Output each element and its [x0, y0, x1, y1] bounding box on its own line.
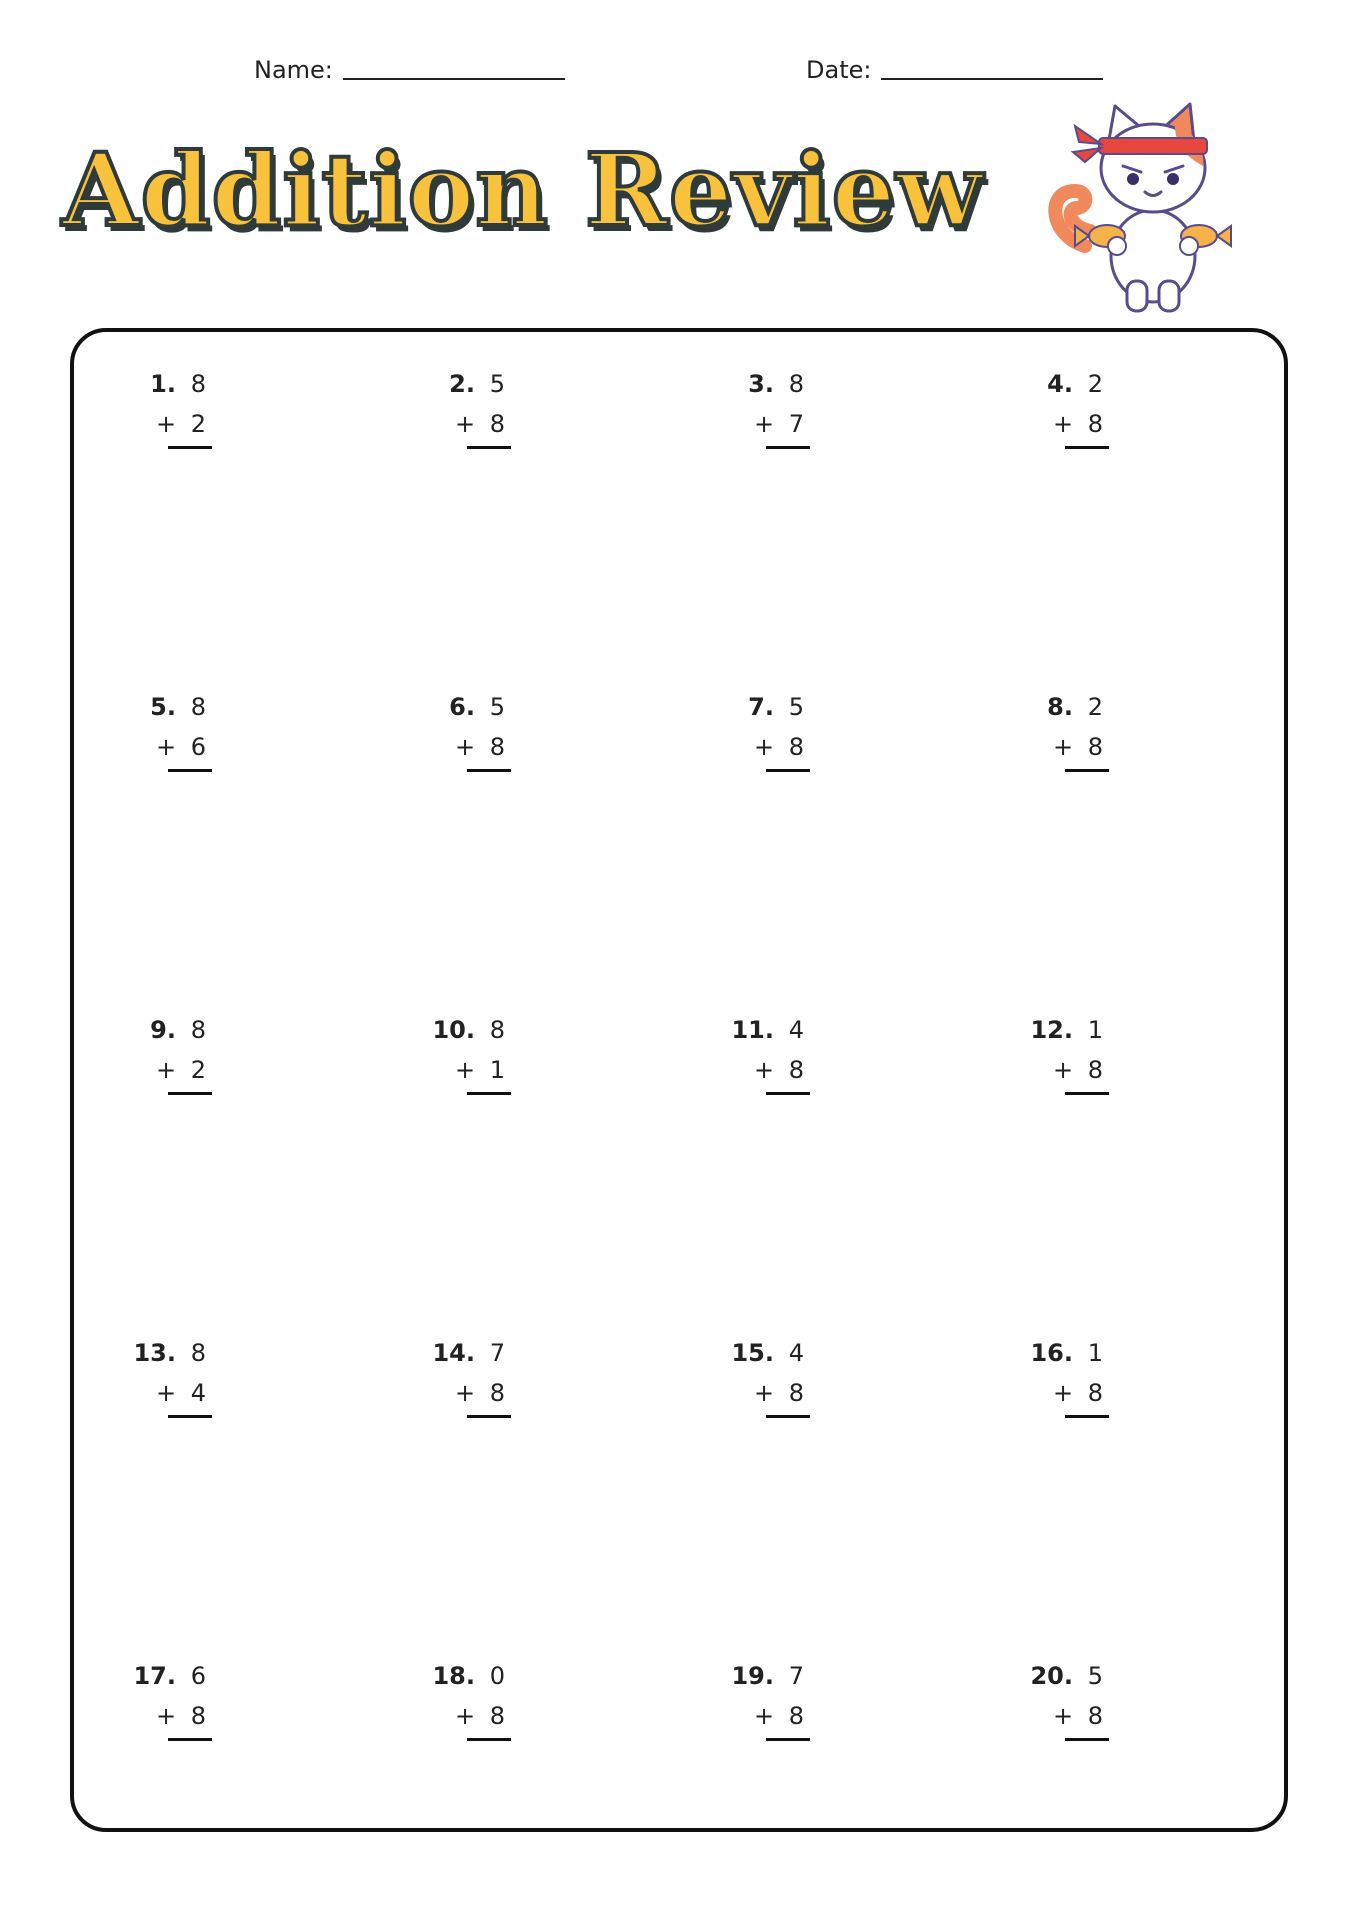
second-addend: 8 — [190, 1702, 206, 1730]
problem-number: 15. — [731, 1339, 774, 1367]
plus-sign: + — [754, 410, 775, 438]
second-addend: 8 — [788, 1379, 804, 1407]
first-addend: 5 — [788, 693, 804, 721]
second-addend: 8 — [489, 733, 505, 761]
plus-sign: + — [754, 1056, 775, 1084]
problem-number: 16. — [1030, 1339, 1073, 1367]
first-addend: 5 — [1087, 1662, 1103, 1690]
problem-number: 12. — [1030, 1016, 1073, 1044]
plus-sign: + — [156, 1702, 177, 1730]
answer-line[interactable] — [766, 446, 810, 449]
second-addend: 4 — [190, 1379, 206, 1407]
problem-number: 8. — [1047, 693, 1073, 721]
problem-10 — [415, 1016, 555, 1136]
second-addend: 7 — [788, 410, 804, 438]
second-row — [156, 1056, 206, 1084]
plus-sign: + — [156, 410, 177, 438]
second-addend: 8 — [1087, 410, 1103, 438]
problem-4 — [1013, 370, 1153, 490]
second-addend: 8 — [1087, 1056, 1103, 1084]
plus-sign: + — [754, 1702, 775, 1730]
second-row — [455, 1056, 505, 1084]
problem-7 — [714, 693, 854, 813]
first-addend: 8 — [190, 1016, 206, 1044]
problem-8 — [1013, 693, 1153, 813]
problem-number: 14. — [432, 1339, 475, 1367]
problem-2 — [415, 370, 555, 490]
answer-line[interactable] — [168, 769, 212, 772]
problem-number: 2. — [449, 370, 475, 398]
answer-line[interactable] — [168, 446, 212, 449]
first-addend: 8 — [788, 370, 804, 398]
first-addend: 4 — [788, 1016, 804, 1044]
answer-line[interactable] — [467, 446, 511, 449]
problem-number: 11. — [731, 1016, 774, 1044]
first-addend: 6 — [190, 1662, 206, 1690]
plus-sign: + — [1053, 733, 1074, 761]
first-addend: 1 — [1087, 1016, 1103, 1044]
problem-20 — [1013, 1662, 1153, 1782]
first-addend: 8 — [190, 693, 206, 721]
second-row — [455, 1702, 505, 1730]
first-addend: 1 — [1087, 1339, 1103, 1367]
second-row — [1053, 733, 1103, 761]
name-field[interactable] — [254, 56, 565, 84]
problem-6 — [415, 693, 555, 813]
problem-19 — [714, 1662, 854, 1782]
second-addend: 1 — [489, 1056, 505, 1084]
second-row — [455, 1379, 505, 1407]
problem-number: 17. — [133, 1662, 176, 1690]
problem-13 — [116, 1339, 256, 1459]
second-row — [156, 410, 206, 438]
problem-15 — [714, 1339, 854, 1459]
second-addend: 8 — [788, 1056, 804, 1084]
name-line[interactable] — [343, 78, 565, 80]
header-row — [0, 56, 1358, 96]
first-addend: 7 — [489, 1339, 505, 1367]
first-addend: 5 — [489, 370, 505, 398]
second-row — [754, 1379, 804, 1407]
answer-line[interactable] — [766, 769, 810, 772]
problem-number: 19. — [731, 1662, 774, 1690]
problem-9 — [116, 1016, 256, 1136]
ninja-cat-with-fish-icon — [1045, 96, 1245, 318]
second-row — [156, 733, 206, 761]
answer-line[interactable] — [467, 1092, 511, 1095]
second-addend: 8 — [489, 1702, 505, 1730]
plus-sign: + — [455, 1379, 476, 1407]
answer-line[interactable] — [168, 1092, 212, 1095]
second-row — [156, 1379, 206, 1407]
first-addend: 7 — [788, 1662, 804, 1690]
problem-11 — [714, 1016, 854, 1136]
second-addend: 6 — [190, 733, 206, 761]
date-line[interactable] — [881, 78, 1103, 80]
plus-sign: + — [156, 1379, 177, 1407]
plus-sign: + — [156, 733, 177, 761]
problem-1 — [116, 370, 256, 490]
answer-line[interactable] — [766, 1092, 810, 1095]
first-addend: 4 — [788, 1339, 804, 1367]
answer-line[interactable] — [766, 1415, 810, 1418]
plus-sign: + — [455, 733, 476, 761]
first-addend: 2 — [1087, 370, 1103, 398]
answer-line[interactable] — [1065, 769, 1109, 772]
second-row — [1053, 1056, 1103, 1084]
second-row — [455, 733, 505, 761]
plus-sign: + — [754, 1379, 775, 1407]
problem-number: 9. — [150, 1016, 176, 1044]
first-addend: 0 — [489, 1662, 505, 1690]
plus-sign: + — [455, 410, 476, 438]
second-addend: 8 — [489, 410, 505, 438]
problem-number: 1. — [150, 370, 176, 398]
problem-14 — [415, 1339, 555, 1459]
plus-sign: + — [455, 1702, 476, 1730]
first-addend: 2 — [1087, 693, 1103, 721]
answer-line[interactable] — [766, 1738, 810, 1741]
second-addend: 8 — [1087, 1379, 1103, 1407]
answer-line[interactable] — [1065, 446, 1109, 449]
first-addend: 8 — [489, 1016, 505, 1044]
problem-16 — [1013, 1339, 1153, 1459]
plus-sign: + — [1053, 1702, 1074, 1730]
problem-number: 13. — [133, 1339, 176, 1367]
problem-17 — [116, 1662, 256, 1782]
plus-sign: + — [1053, 410, 1074, 438]
second-row — [754, 1702, 804, 1730]
first-addend: 8 — [190, 1339, 206, 1367]
date-label: Date: — [806, 56, 872, 84]
second-row — [156, 1702, 206, 1730]
second-row — [1053, 1702, 1103, 1730]
second-addend: 2 — [190, 1056, 206, 1084]
problem-number: 18. — [432, 1662, 475, 1690]
second-row — [455, 410, 505, 438]
second-addend: 8 — [1087, 1702, 1103, 1730]
problem-number: 7. — [748, 693, 774, 721]
answer-line[interactable] — [467, 1415, 511, 1418]
plus-sign: + — [455, 1056, 476, 1084]
second-row — [1053, 1379, 1103, 1407]
answer-line[interactable] — [1065, 1092, 1109, 1095]
second-addend: 8 — [489, 1379, 505, 1407]
problem-3 — [714, 370, 854, 490]
problem-number: 3. — [748, 370, 774, 398]
answer-line[interactable] — [1065, 1738, 1109, 1741]
answer-line[interactable] — [1065, 1415, 1109, 1418]
problem-5 — [116, 693, 256, 813]
first-addend: 8 — [190, 370, 206, 398]
second-row — [1053, 410, 1103, 438]
answer-line[interactable] — [168, 1415, 212, 1418]
problem-number: 20. — [1030, 1662, 1073, 1690]
answer-line[interactable] — [467, 1738, 511, 1741]
answer-line[interactable] — [168, 1738, 212, 1741]
first-addend: 5 — [489, 693, 505, 721]
plus-sign: + — [156, 1056, 177, 1084]
plus-sign: + — [1053, 1056, 1074, 1084]
second-addend: 8 — [1087, 733, 1103, 761]
problem-number: 5. — [150, 693, 176, 721]
date-field[interactable] — [806, 56, 1103, 84]
name-label: Name: — [254, 56, 333, 84]
plus-sign: + — [754, 733, 775, 761]
plus-sign: + — [1053, 1379, 1074, 1407]
second-row — [754, 1056, 804, 1084]
problem-12 — [1013, 1016, 1153, 1136]
second-addend: 8 — [788, 1702, 804, 1730]
worksheet-title: Addition Review — [62, 131, 984, 249]
second-addend: 8 — [788, 733, 804, 761]
problem-number: 6. — [449, 693, 475, 721]
second-addend: 2 — [190, 410, 206, 438]
problem-18 — [415, 1662, 555, 1782]
problem-number: 10. — [432, 1016, 475, 1044]
problem-number: 4. — [1047, 370, 1073, 398]
second-row — [754, 410, 804, 438]
second-row — [754, 733, 804, 761]
answer-line[interactable] — [467, 769, 511, 772]
